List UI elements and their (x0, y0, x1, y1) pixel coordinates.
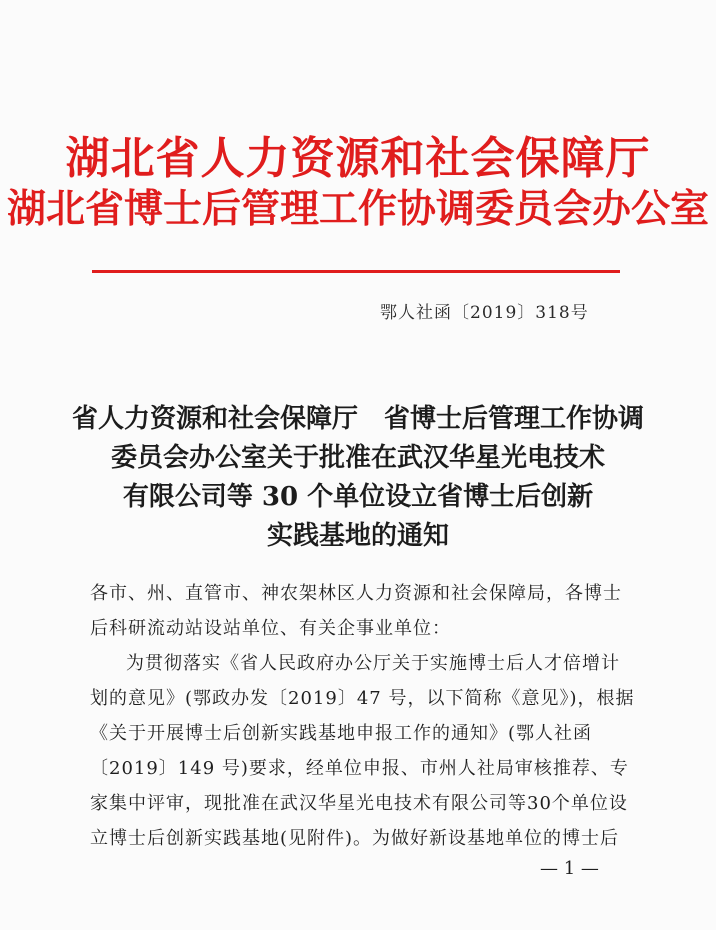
notice-title-line: 委员会办公室关于批准在武汉华星光电技术 (110, 443, 605, 473)
body-text-line: 划的意见》(鄂政办发〔2019〕47 号，以下简称《意见》)，根据 (90, 688, 635, 709)
issuer-name-secondary: 湖北省博士后管理工作协调委员会办公室 (6, 186, 709, 232)
issuer-name-primary: 湖北省人力资源和社会保障厅 (65, 133, 651, 184)
body-text-line: 为贯彻落实《省人民政府办公厅关于实施博士后人才倍增计 (126, 653, 620, 674)
body-text-line: 各市、州、直管市、神农架林区人力资源和社会保障局，各博士 (90, 583, 622, 604)
notice-title-line: 有限公司等 30 个单位设立省博士后创新 (122, 482, 594, 512)
body-text-line: 后科研流动站设站单位、有关企事业单位： (90, 618, 451, 639)
body-text-line: 《关于开展博士后创新实践基地申报工作的通知》(鄂人社函 (90, 723, 593, 744)
body-text-line: 家集中评审，现批准在武汉华星光电技术有限公司等30个单位设 (90, 793, 628, 814)
notice-title-line: 实践基地的通知 (266, 521, 449, 551)
red-divider-rule (92, 270, 620, 273)
body-text-line: 〔2019〕149 号)要求，经单位申报、市州人社局审核推荐、专 (90, 758, 629, 779)
body-text-line: 立博士后创新实践基地(见附件)。为做好新设基地单位的博士后 (90, 828, 620, 849)
document-number: 鄂人社函〔2019〕318号 (380, 303, 589, 323)
page-number: — 1 — (540, 858, 599, 879)
notice-title-line: 省人力资源和社会保障厅 省博士后管理工作协调 (71, 404, 644, 434)
